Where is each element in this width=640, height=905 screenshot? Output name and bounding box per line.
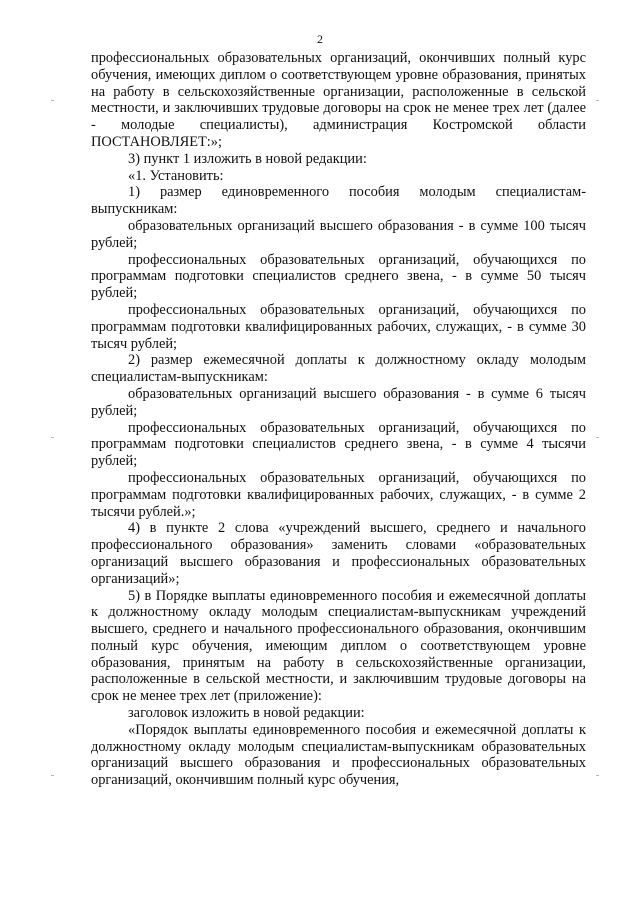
paragraph-lump-sum-higher: образовательных организаций высшего образования - в сумме 100 тысяч рублей;	[91, 217, 586, 251]
paragraph-lump-sum-mid-level: профессиональных образовательных организаций, обучающихся по программам подготовки специалистов среднего звена, - в сумме 50 тысяч рублей;	[91, 251, 586, 302]
paragraph-lump-sum-workers: профессиональных образовательных организаций, обучающихся по программам подготовки квалифицированных рабочих, служащих, - в сумме 30 тысяч рублей;	[91, 301, 586, 352]
paragraph-heading-note: заголовок изложить в новой редакции:	[128, 705, 365, 722]
paragraph-monthly-higher: образовательных организаций высшего образования - в сумме 6 тысяч рублей;	[91, 385, 586, 419]
page-number: 2	[317, 32, 323, 46]
paragraph-intro-continuation: профессиональных образовательных организаций, окончивших полный курс обучения, имеющих диплом о соответствующем уровне образования, принятых на работу в сельскохозяйственные организации, расположенные в сельской местности, и заключивших трудовые договоры на срок не менее трех лет (далее - молодые специалисты), администрация Костромской области ПОСТАНОВЛЯЕТ:»;	[91, 50, 586, 150]
paragraph-monthly-supplement: 2) размер ежемесячной доплаты к должностному окладу молодым специалистам-выпускникам:	[91, 352, 586, 386]
paragraph-monthly-mid-level: профессиональных образовательных организаций, обучающихся по программам подготовки специалистов среднего звена, - в сумме 4 тысячи рублей;	[91, 419, 586, 470]
margin-mark	[596, 775, 599, 776]
paragraph-item-3: 3) пункт 1 изложить в новой редакции:	[128, 150, 367, 167]
paragraph-establish: «1. Установить:	[128, 167, 224, 184]
document-body	[91, 50, 586, 789]
paragraph-lump-sum: 1) размер единовременного пособия молодым специалистам-выпускникам:	[91, 184, 586, 218]
margin-mark	[596, 100, 599, 101]
paragraph-monthly-workers: профессиональных образовательных организаций, обучающихся по программам подготовки квалифицированных рабочих, служащих, - в сумме 2 тысячи рублей.»;	[91, 469, 586, 520]
margin-mark	[596, 437, 599, 438]
paragraph-item-5: 5) в Порядке выплаты единовременного пособия и ежемесячной доплаты к должностному окладу молодым специалистам-выпускникам учреждений высшего, среднего и начального профессионального образования, окончившим полный курс обучения, имеющим диплом о соответствующем уровне образования, принятым на работу в сельскохозяйственные организации, расположенные в сельской местности, и заключившим трудовые договоры на срок не менее трех лет (приложение):	[91, 587, 586, 705]
paragraph-new-title: «Порядок выплаты единовременного пособия и ежемесячной доплаты к должностному окладу молодым специалистам-выпускникам образовательных организаций высшего образования и профессиональных образовательных организаций, окончившим полный курс обучения,	[91, 721, 586, 789]
paragraph-item-4: 4) в пункте 2 слова «учреждений высшего, среднего и начального профессионального образования» заменить словами «образовательных организаций высшего образования и профессиональных образовательных организаций»;	[91, 520, 586, 587]
margin-mark	[51, 775, 54, 776]
margin-mark	[51, 437, 54, 438]
margin-mark	[51, 100, 54, 101]
